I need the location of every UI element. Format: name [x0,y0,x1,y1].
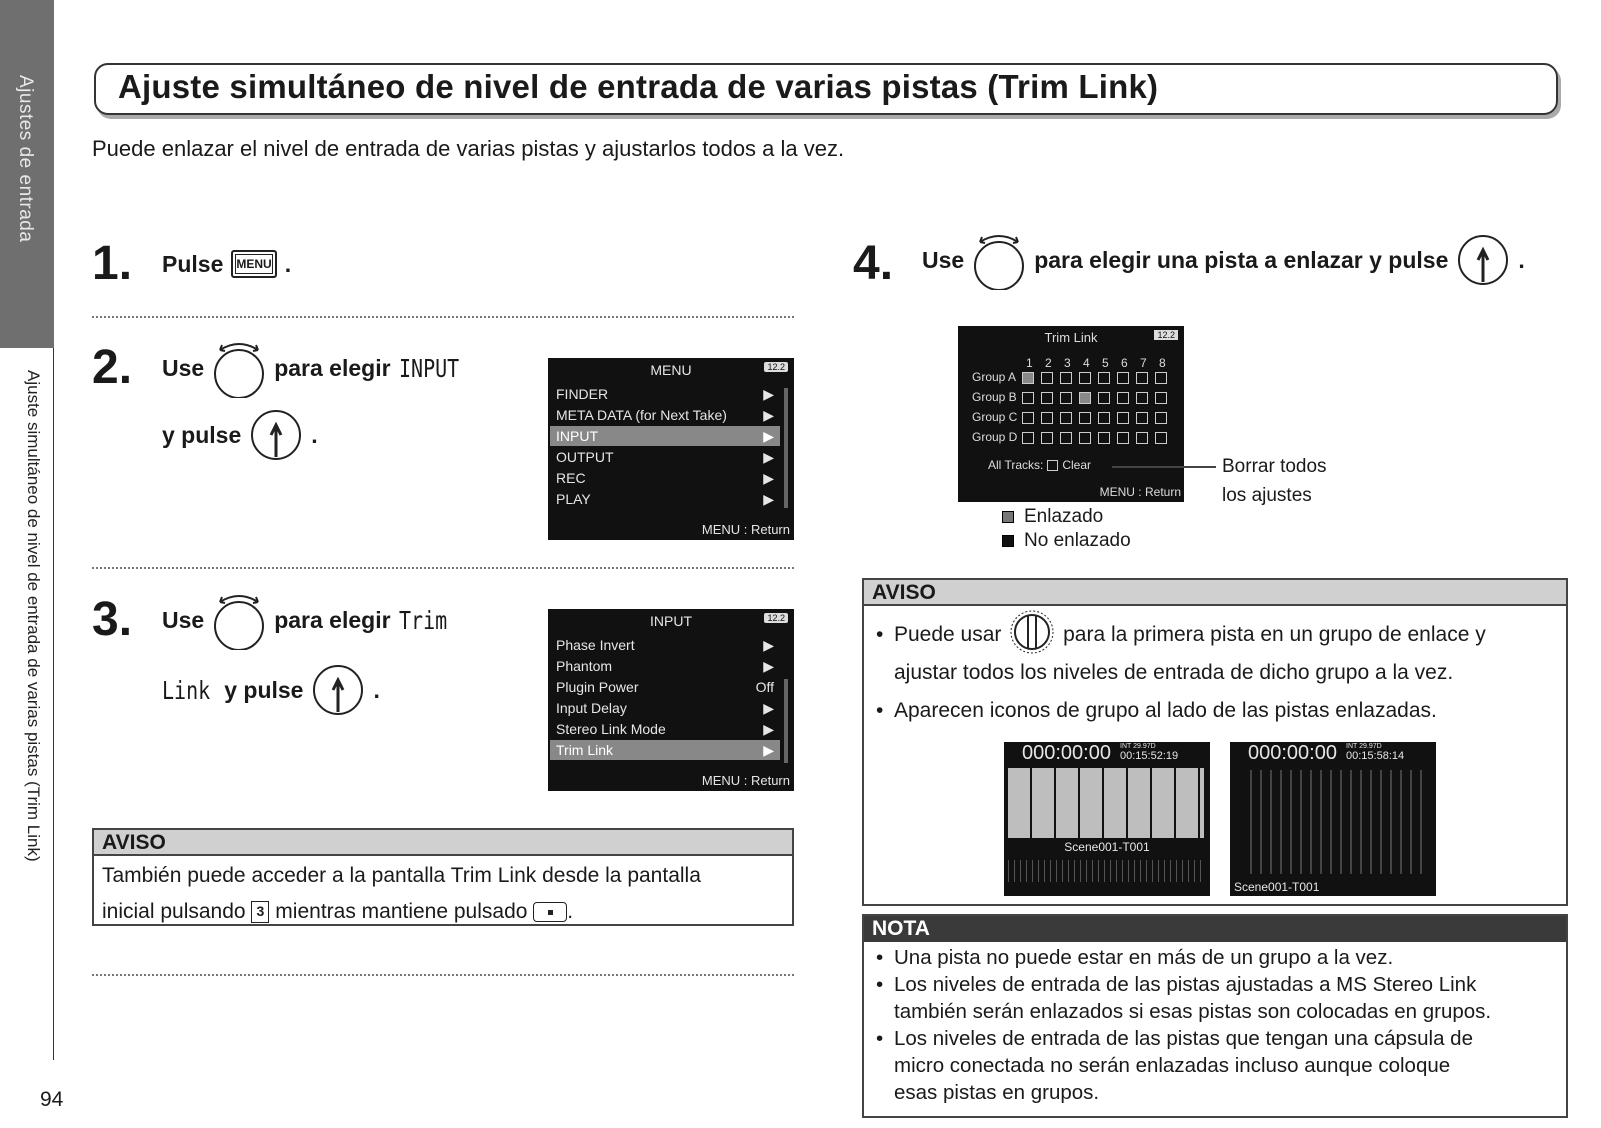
menu-item[interactable]: Plugin Power Off [556,679,774,695]
trim-link-cell[interactable] [1117,392,1129,404]
menu-item[interactable]: Phantom ▶ [556,658,774,674]
callout-text: Borrar todos los ajustes [1222,456,1327,506]
aviso-left-head: AVISO [94,830,792,856]
step1-post: . [284,250,292,277]
all-tracks-label: All Tracks: [988,458,1044,472]
step3-post: . [373,676,380,703]
step3-target2: Link [162,675,211,705]
menu-item[interactable]: PLAY ▶ [556,491,774,507]
step4-post: . [1518,246,1525,273]
trim-col-label: 3 [1064,356,1071,370]
screen2-fps: INT 29.97D [1346,743,1382,750]
trim-link-cell[interactable] [1060,412,1072,424]
side-tab [0,0,54,348]
step3-line2 [162,660,380,720]
trim-link-cell[interactable] [1098,412,1110,424]
aviso-right-head: AVISO [864,580,1566,606]
step1-number: 1. [92,237,133,290]
menu-item[interactable]: META DATA (for Next Take) ▶ [556,407,774,423]
step4-text: para elegir una pista a enlazar y pulse [1034,246,1449,273]
linked-swatch [1002,511,1014,523]
aviso-right-bullet2: • Aparecen iconos de grupo al lado de las pistas enlazadas. [872,692,1558,730]
screen2-scene: Scene001-T001 [1234,880,1320,894]
step3-and-press: y pulse [224,676,304,703]
trim-link-cell[interactable] [1136,412,1148,424]
step2-and-press: y pulse [162,421,242,448]
screen2-clock: 00:15:58:14 [1346,750,1405,762]
input-screen-footer: MENU : Return [701,773,790,788]
side-subtitle: Ajuste simultáneo de nivel de entrada de varias pistas (Trim Link) [24,370,43,862]
trim-link-cell[interactable] [1041,392,1053,404]
trim-link-cell[interactable] [1060,392,1072,404]
home-screen-1 [1004,742,1210,896]
trim-link-cell[interactable] [1117,412,1129,424]
trim-link-cell[interactable] [1022,432,1034,444]
trim-link-cell[interactable] [1022,392,1034,404]
menu-item[interactable]: Phase Invert ▶ [556,637,774,653]
scrollbar [784,388,788,508]
step2-line2 [162,405,318,465]
legend-linked: Enlazado [1002,506,1103,528]
intro-text: Puede enlazar el nivel de entrada de varias pistas y ajustarlos todos a la vez. [92,136,845,161]
step4-line [922,230,1525,290]
side-tab-label: Ajustes de entrada [15,75,36,243]
menu-item-selected[interactable]: Trim Link ▶ [550,740,780,760]
scrollbar [784,679,788,763]
trim-link-cell[interactable] [1060,372,1072,384]
trim-link-cell[interactable] [1022,412,1034,424]
trim-link-cell[interactable] [1117,432,1129,444]
nota-head: NOTA [864,916,1566,942]
trim-link-cell[interactable] [1041,372,1053,384]
step2-choose: para elegir [274,354,391,381]
screen1-meter [1008,860,1204,882]
trim-col-label: 5 [1102,356,1109,370]
input-screen [548,609,794,791]
page-title: Ajuste simultáneo de nivel de entrada de varias pistas (Trim Link) [118,68,1159,105]
step2-number: 2. [92,341,133,394]
aviso-left [92,828,794,926]
menu-item[interactable]: Input Delay ▶ [556,700,774,716]
step3-use: Use [162,606,205,633]
step3-target1: Trim [398,605,447,635]
screen1-scene: Scene001-T001 [1064,840,1150,854]
step2-target: INPUT [398,353,459,383]
menu-screen-footer: MENU : Return [701,522,790,537]
unlinked-swatch [1002,535,1014,547]
divider-3 [92,974,794,976]
trim-link-cell[interactable] [1098,392,1110,404]
screen2-meters [1250,770,1430,874]
step2-use: Use [162,354,205,381]
aviso-left-line1: También puede acceder a la pantalla Trim Link desde la pantalla [102,864,701,887]
trim-link-cell[interactable] [1155,392,1167,404]
step3-choose: para elegir [274,606,391,633]
trim-screen-title: Trim Link [1044,330,1098,345]
stop-key-icon [533,902,567,922]
step3-number: 3. [92,593,133,646]
all-tracks-row[interactable] [988,458,1091,472]
screen1-time: 000:00:00 [1022,742,1111,764]
menu-item[interactable]: REC ▶ [556,470,774,486]
step4-use: Use [922,246,965,273]
trim-group-label: Group D [972,430,1018,444]
trim-group-label: Group A [972,370,1017,384]
menu-key-icon: MENU [231,250,276,278]
menu-screen [548,358,794,540]
battery-badge: 12.2 [764,613,788,623]
trim-link-cell[interactable] [1079,412,1091,424]
step1-line [162,250,291,278]
screen2-time: 000:00:00 [1248,742,1337,764]
aviso-left-line2: inicial pulsando 3 mientras mantiene pulsado . [102,900,574,923]
trim-link-cell[interactable] [1079,392,1091,404]
home-screen-2 [1230,742,1436,896]
push-knob-icon [1456,230,1510,290]
trim-link-cell[interactable] [1022,372,1034,384]
side-divider [53,348,54,1060]
nota-bullet1: • Una pista no puede estar en más de un grupo a la vez. [872,944,1558,971]
trim-link-cell[interactable] [1079,432,1091,444]
menu-item[interactable]: OUTPUT ▶ [556,449,774,465]
trim-link-cell[interactable] [1041,432,1053,444]
trim-link-cell[interactable] [1098,372,1110,384]
menu-screen-title: MENU [650,362,692,378]
nota-bullet2: • Los niveles de entrada de las pistas ajustadas a MS Stereo Link también serán enlazados si esas pistas son colocadas en grupos. [872,971,1558,1025]
clear-label: Clear [1062,458,1092,472]
trim-link-cell[interactable] [1117,372,1129,384]
trim-link-cell[interactable] [1041,412,1053,424]
page-number: 94 [40,1088,64,1111]
key-3-icon: 3 [251,901,269,923]
trim-group-label: Group B [972,390,1017,404]
trim-link-cell[interactable] [1098,432,1110,444]
step2-post: . [311,421,318,448]
trim-col-label: 4 [1083,356,1090,370]
trim-col-label: 6 [1121,356,1128,370]
trim-link-cell[interactable] [1155,412,1167,424]
trim-link-cell[interactable] [1136,432,1148,444]
aviso-right-bullet1-cont: ajustar todos los niveles de entrada de dicho grupo a la vez. [894,661,1454,685]
clear-checkbox[interactable] [1047,460,1058,471]
trim-col-label: 7 [1140,356,1147,370]
step4-number: 4. [853,237,894,290]
trim-col-label: 8 [1159,356,1166,370]
rotary-knob-icon [972,230,1026,290]
title-box [94,63,1558,115]
trim-link-cell[interactable] [1060,432,1072,444]
battery-badge: 12.2 [764,362,788,372]
battery-badge: 12.2 [1154,330,1178,340]
rotary-knob-icon [212,590,266,650]
trim-knob-icon [1007,616,1057,654]
step2-line1 [162,338,474,398]
push-knob-icon [311,660,365,720]
divider-1 [92,316,794,318]
trim-link-cell[interactable] [1155,432,1167,444]
nota-box [862,914,1568,1118]
menu-item-selected[interactable]: INPUT ▶ [550,426,780,446]
trim-col-label: 2 [1045,356,1052,370]
step1-pre: Pulse [162,250,224,277]
nota-bullet3: • Los niveles de entrada de las pistas que tengan una cápsula de micro conectada no serán enlazadas incluso aunque coloque esas pistas en grupos. [872,1025,1558,1106]
aviso-right [862,578,1568,906]
push-knob-icon [249,405,303,465]
screen1-fps: INT 29.97D [1120,743,1156,750]
legend-unlinked: No enlazado [1002,530,1131,552]
callout-line [1112,466,1216,468]
trim-screen-footer: MENU : Return [1099,485,1181,499]
menu-item[interactable]: Stereo Link Mode ▶ [556,721,774,737]
step3-line1 [162,590,459,650]
screen1-clock: 00:15:52:19 [1120,750,1179,762]
divider-2 [92,567,794,569]
trim-group-label: Group C [972,410,1018,424]
trim-link-cell[interactable] [1136,392,1148,404]
trim-link-cell[interactable] [1136,372,1148,384]
input-screen-title: INPUT [650,613,692,629]
trim-link-screen [958,326,1184,502]
aviso-right-bullet1: • Puede usar para la primera pista en un grupo de enlace y [872,616,1558,654]
trim-link-cell[interactable] [1079,372,1091,384]
menu-item[interactable]: FINDER ▶ [556,386,774,402]
trim-link-cell[interactable] [1155,372,1167,384]
trim-col-label: 1 [1026,356,1033,370]
rotary-knob-icon [212,338,266,398]
screen1-tracks [1008,768,1204,838]
